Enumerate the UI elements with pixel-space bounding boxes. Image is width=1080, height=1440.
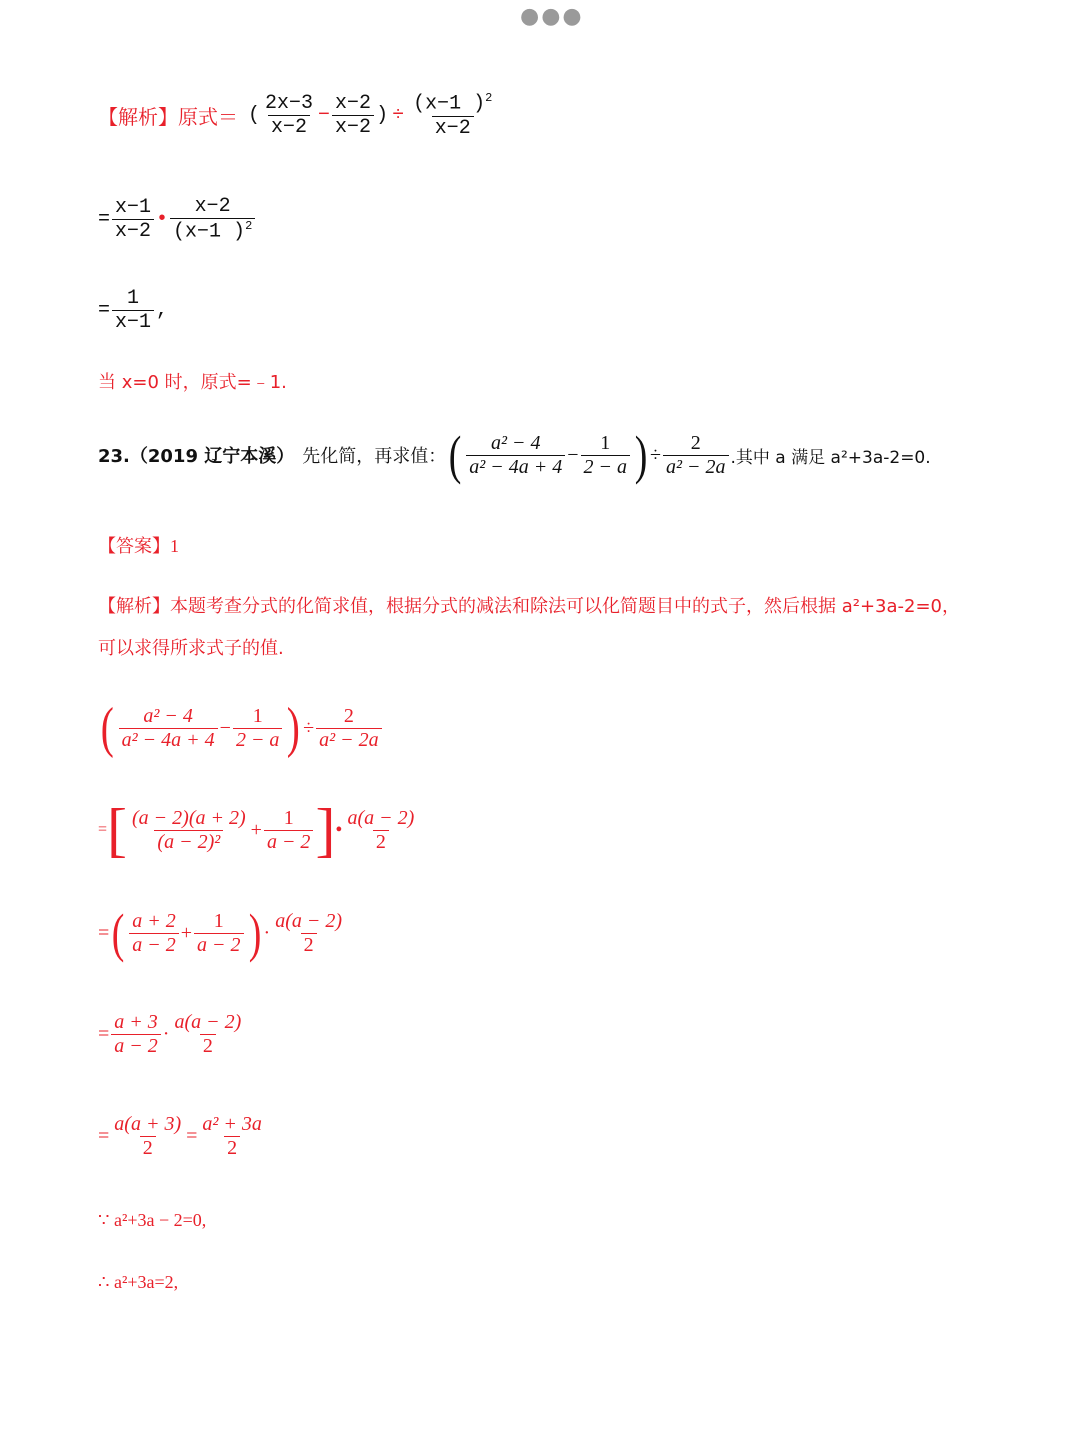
part1-conclusion: 当 x=0 时，原式=﹣1. <box>98 372 287 393</box>
minus-sign: − <box>219 716 231 739</box>
rparen: ) <box>287 697 301 759</box>
denominator: a − 2 <box>194 933 244 956</box>
problem-number: 23.（2019 辽宁本溪） <box>98 446 295 467</box>
denominator: 2 <box>373 830 389 853</box>
plus-sign: + <box>250 818 262 841</box>
numerator: (a − 2)(a + 2) <box>132 806 246 829</box>
problem-condition: .其中 a 满足 a²+3a-2=0. <box>730 447 931 468</box>
numerator: 2 <box>343 704 354 727</box>
denominator: a² − 2a <box>316 728 382 751</box>
numerator: a(a − 2) <box>174 1011 242 1033</box>
equals-sign: = <box>186 1125 198 1147</box>
divide-sign: ÷ <box>650 443 661 466</box>
fraction <box>111 1114 184 1159</box>
fraction <box>262 93 316 138</box>
multiply-dot: · <box>162 1023 170 1045</box>
lparen: ( <box>111 903 125 963</box>
denominator: a² − 2a <box>663 455 729 478</box>
denominator: a − 2 <box>111 1034 161 1057</box>
denominator: a − 2 <box>264 830 314 853</box>
denominator: x−2 <box>432 116 474 139</box>
numerator: x−2 <box>194 195 231 218</box>
numerator: a(a − 2) <box>347 806 415 829</box>
comma: , <box>156 299 169 322</box>
fraction <box>663 433 729 478</box>
rparen: ) <box>376 103 389 127</box>
denominator: a² − 4a + 4 <box>119 728 218 751</box>
fraction <box>233 706 283 751</box>
denominator: x−2 <box>112 219 154 242</box>
numerator: 1 <box>283 806 294 829</box>
multiply-dot: • <box>335 818 343 841</box>
fraction <box>316 706 382 751</box>
problem-23 <box>98 425 931 485</box>
rbracket: ] <box>315 797 336 863</box>
denominator: x−2 <box>332 115 374 138</box>
minus-sign: − <box>318 103 331 127</box>
fraction <box>112 288 154 333</box>
denominator: 2 <box>200 1034 216 1057</box>
numerator: 1 <box>127 287 140 310</box>
numerator: a(a + 3) <box>114 1113 182 1135</box>
answer-value: 1 <box>170 536 179 556</box>
solution-step-0 <box>98 697 384 759</box>
answer <box>98 532 179 558</box>
equals-sign: = <box>98 1023 110 1045</box>
equals-sign: = <box>98 207 111 231</box>
fraction <box>171 1012 244 1057</box>
part1-step3 <box>98 288 168 333</box>
fraction <box>581 433 631 478</box>
fraction <box>170 196 255 243</box>
fraction <box>199 1114 265 1159</box>
solution-step-2 <box>98 903 347 963</box>
fraction <box>466 433 565 478</box>
equals-sign: = <box>98 921 110 944</box>
solution-step-1 <box>98 797 419 863</box>
denominator: (a − 2)² <box>154 830 223 853</box>
analysis-line-2: 可以求得所求式子的值. <box>98 638 284 659</box>
equals-sign: = <box>98 821 108 838</box>
denominator: a − 2 <box>129 933 179 956</box>
numerator: x−2 <box>335 91 372 115</box>
multiply-dot: · <box>263 921 271 944</box>
numerator: 2 <box>690 431 701 454</box>
denominator: x−2 <box>268 115 310 138</box>
fraction <box>129 911 179 956</box>
lparen: ( <box>100 697 114 759</box>
denominator: a² − 4a + 4 <box>466 455 565 478</box>
fraction <box>129 808 249 853</box>
fraction <box>410 92 495 139</box>
denominator: x−1 <box>112 310 154 333</box>
analysis-line-1: 【解析】本题考查分式的化简求值，根据分式的减法和除法可以化简题目中的式子，然后根据 a²+3a-2=0， <box>98 596 961 617</box>
numerator: a(a − 2) <box>275 909 343 932</box>
denominator: 2 − a <box>233 728 283 751</box>
plus-sign: + <box>180 921 193 944</box>
multiply-dot: • <box>156 207 169 231</box>
fraction <box>194 911 244 956</box>
divide-sign: ÷ <box>392 103 405 127</box>
denominator: (x−1 ) <box>173 220 246 244</box>
denominator: 2 <box>301 933 317 956</box>
fraction <box>332 93 374 138</box>
denominator: 2 <box>140 1136 156 1159</box>
equals-sign: = <box>98 1125 110 1147</box>
fraction <box>119 706 218 751</box>
fraction <box>272 911 345 956</box>
numerator: 1 <box>600 431 611 454</box>
numerator: a + 2 <box>132 909 176 932</box>
numerator: a² − 4 <box>143 704 193 727</box>
numerator: 2x−3 <box>265 91 314 115</box>
exponent: 2 <box>485 91 493 105</box>
lparen: ( <box>448 425 462 485</box>
numerator: 1 <box>213 909 224 932</box>
numerator: x−1 <box>115 195 152 219</box>
solution-step-3 <box>98 1012 246 1057</box>
denominator: 2 − a <box>581 455 631 478</box>
divide-sign: ÷ <box>303 716 315 739</box>
numerator: a² − 4 <box>491 431 541 454</box>
numerator: (x−1 ) <box>413 92 486 116</box>
rparen: ) <box>248 903 261 963</box>
fraction <box>111 1012 161 1057</box>
analysis-label: 【解析】原式＝ <box>98 104 238 129</box>
answer-label: 【答案】 <box>98 536 170 557</box>
fraction <box>112 197 154 242</box>
rparen: ) <box>634 425 648 485</box>
numerator: a² + 3a <box>202 1113 262 1135</box>
solution-step-because: ∵ a²+3a − 2=0, <box>98 1210 207 1230</box>
denominator: 2 <box>224 1136 240 1159</box>
fraction <box>344 808 417 853</box>
lparen: ( <box>248 103 261 127</box>
lbracket: [ <box>107 797 128 863</box>
exponent: 2 <box>245 219 253 233</box>
solution-step-therefore: ∴ a²+3a=2, <box>98 1272 179 1292</box>
equals-sign: = <box>98 299 111 322</box>
solution-step-4 <box>98 1114 267 1159</box>
numerator: a + 3 <box>114 1011 158 1033</box>
numerator: 1 <box>252 704 263 727</box>
part1-expression <box>98 92 497 139</box>
minus-sign: − <box>567 443 579 466</box>
problem-prompt: 先化简，再求值： <box>302 446 447 467</box>
part1-step2 <box>98 196 257 243</box>
more-dots-icon[interactable]: ●●● <box>520 4 584 29</box>
fraction <box>264 808 314 853</box>
